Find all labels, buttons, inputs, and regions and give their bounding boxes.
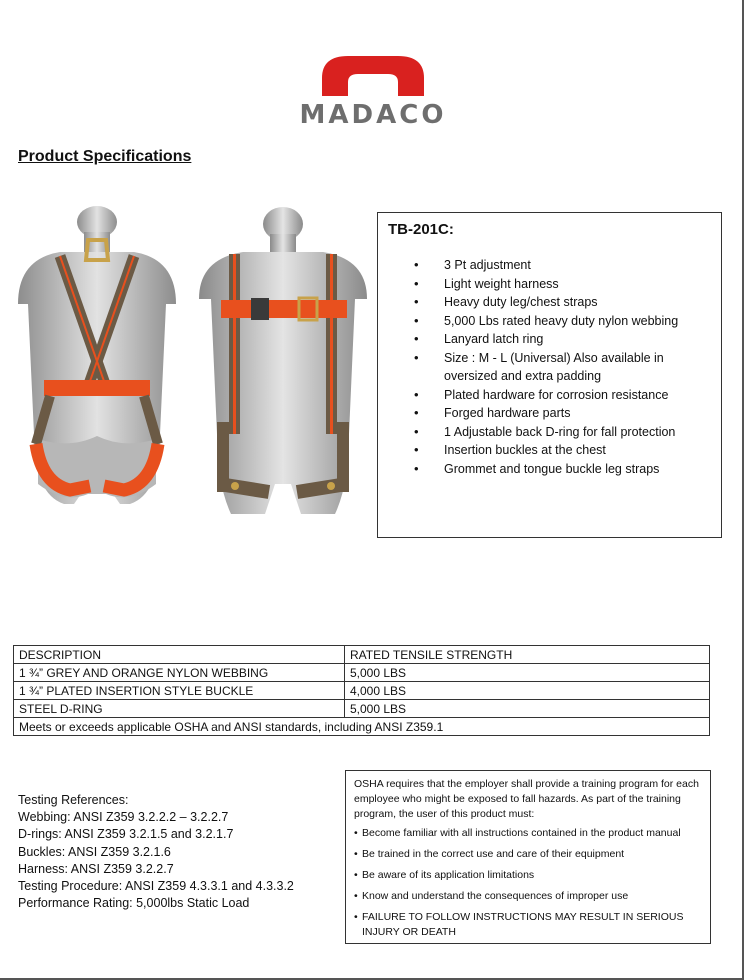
osha-item: • FAILURE TO FOLLOW INSTRUCTIONS MAY RESULT IN SERIOUS INJURY OR DEATH [354,910,702,940]
osha-item: • Be aware of its application limitations [354,868,702,883]
testing-references [18,792,294,912]
feature-item: • Light weight harness [414,275,711,294]
product-features-box [377,212,722,538]
harness-back-image [10,204,185,524]
feature-item: • 1 Adjustable back D-ring for fall protection [414,423,711,442]
testing-line: Performance Rating: 5,000lbs Static Load [18,896,250,911]
harness-front-image [195,204,370,524]
table-header-cell: DESCRIPTION [14,646,345,664]
testing-line: Harness: ANSI Z359 3.2.2.7 [18,861,174,876]
table-cell: 5,000 LBS [345,700,710,718]
feature-item: • Size : M - L (Universal) Also available in oversized and extra padding [414,349,711,386]
feature-item: • Lanyard latch ring [414,330,711,349]
testing-line: Buckles: ANSI Z359 3.2.1.6 [18,844,171,859]
osha-intro: OSHA requires that the employer shall provide a training program for each employee who might be exposed to fall hazards. As part of the training program, the user of this product must: [354,778,699,820]
feature-item: • Heavy duty leg/chest straps [414,293,711,312]
logo-wordmark: MADACO [299,100,447,130]
osha-notice-box [345,770,711,944]
feature-item: • Insertion buckles at the chest [414,441,711,460]
testing-line: D-rings: ANSI Z359 3.2.1.5 and 3.2.1.7 [18,827,234,842]
table-header-row [14,646,710,664]
logo-arch-icon [318,52,428,98]
feature-item: • Forged hardware parts [414,404,711,423]
testing-line: Testing Procedure: ANSI Z359 4.3.3.1 and 4.3.3.2 [18,879,294,894]
osha-item: • Become familiar with all instructions contained in the product manual [354,826,702,841]
model-number: TB-201C: [388,221,454,238]
table-cell: 1 ¾” PLATED INSERTION STYLE BUCKLE [14,682,345,700]
testing-line: Webbing: ANSI Z359 3.2.2.2 – 3.2.2.7 [18,810,229,825]
table-footer-cell: Meets or exceeds applicable OSHA and ANSI standards, including ANSI Z359.1 [14,718,710,736]
tensile-strength-table [13,645,710,736]
table-cell: 5,000 LBS [345,664,710,682]
table-row [14,682,710,700]
feature-list [388,256,711,478]
table-cell: 1 ¾” GREY AND ORANGE NYLON WEBBING [14,664,345,682]
table-row [14,664,710,682]
table-row [14,700,710,718]
table-cell: STEEL D-RING [14,700,345,718]
feature-item: • Grommet and tongue buckle leg straps [414,460,711,479]
osha-list [354,826,702,940]
testing-line: Testing References: [18,793,129,807]
feature-item: • 5,000 Lbs rated heavy duty nylon webbing [414,312,711,331]
osha-item: • Know and understand the consequences of improper use [354,889,702,904]
feature-item: • Plated hardware for corrosion resistance [414,386,711,405]
madaco-logo [258,52,488,132]
table-header-cell: RATED TENSILE STRENGTH [345,646,710,664]
page-title: Product Specifications [18,148,192,165]
table-cell: 4,000 LBS [345,682,710,700]
table-footer-row [14,718,710,736]
osha-item: • Be trained in the correct use and care of their equipment [354,847,702,862]
feature-item: • 3 Pt adjustment [414,256,711,275]
